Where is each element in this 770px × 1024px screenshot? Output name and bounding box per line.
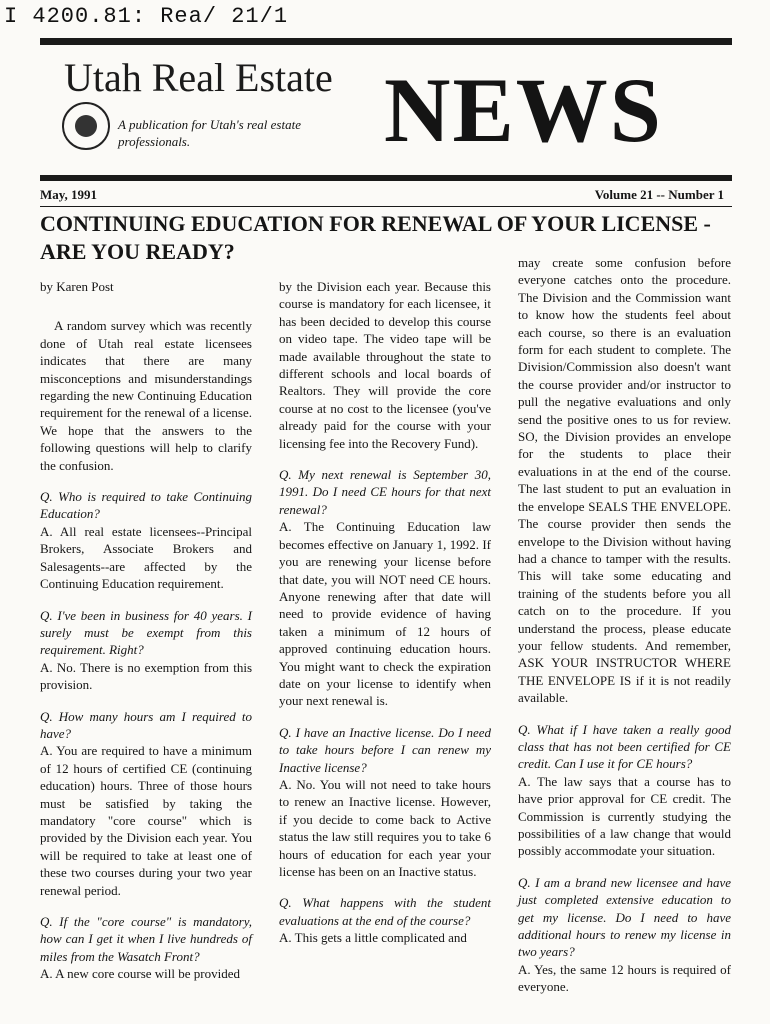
issue-date: May, 1991 — [40, 187, 98, 202]
question-4: Q. If the "core course" is mandatory, how can I get it when I live hundreds of miles from the Wasatch Front? — [40, 914, 252, 964]
question-7: Q. What happens with the student evaluations at the end of the course? — [279, 895, 491, 928]
answer-5: A. The Continuing Education law becomes effective on January 1, 1992. If you are renewing your license before that date, you will NOT need CE hours. Anyone renewing after that date will need to provide evidence of having taken a minimum of 12 hours of approved continuing education hours. You might want to check the expiration date on your license to identify when your next renewal is. — [279, 519, 491, 709]
answer-9: A. Yes, the same 12 hours is required of everyone. — [518, 961, 731, 995]
question-8: Q. What if I have taken a really good class that has not been certified for CE credit. Can I use it for CE hours? — [518, 721, 731, 772]
answer-2: A. No. There is no exemption from this provision. — [40, 659, 252, 693]
answer-6: A. No. You will not need to take hours to renew an Inactive license. However, if you decide to come back to Active status the law still requires you to take 6 hours of education for each year your license has been on an Inactive status. — [279, 776, 491, 879]
issue-volume: Volume 21 -- Number 1 — [594, 187, 724, 202]
column-2-continuation: by the Division each year. Because this course is mandatory for each licensee, it has been decided to develop this course on video tape. The video tape will be made available throughout the state to different schools and local boards of Realtors. They will provide the core course at no cost to the licensee (you've already paid for the course with your licensing fee into the Recovery Fund). — [279, 279, 491, 451]
masthead-rule — [40, 175, 732, 181]
masthead-title: Utah Real Estate — [64, 55, 333, 100]
question-5: Q. My next renewal is September 30, 1991. Do I need CE hours for that next renewal? — [279, 467, 491, 517]
answer-1: A. All real estate licensees--Principal Brokers, Associate Brokers and Salesagents--are affected by the Continuing Education requirement. — [40, 523, 252, 592]
article-column-2 — [279, 278, 491, 959]
article-column-3 — [518, 254, 731, 1008]
answer-7: A. This gets a little complicated and — [279, 930, 467, 946]
column-3-continuation: may create some confusion before everyone catches onto the procedure. The Division and the Commission want to know how the students feel about each course, so there is an evaluation form for each student to complete. The Division/Commission also doesn't want the course provider and/or instructor to pull the negative evaluations and only send the positive ones to us for review. SO, the Division provides an envelope for the students to place their evaluations in at the end of the course. The last student to put an evaluation in the envelope SEALS THE ENVELOPE. The course provider then sends the envelope to the Division without having had a chance to tamper with the results. This will take some educating and training of the students before you all catch on to the procedure. If you understand the process, please educate your fellow students. And remember, ASK YOUR INSTRUCTOR WHERE THE ENVELOPE IS if it is not readily available. — [518, 255, 731, 706]
question-2: Q. I've been in business for 40 years. I surely must be exempt from this requirement. Right? — [40, 607, 252, 658]
answer-3: A. You are required to have a minimum of 12 hours of certified CE (continuing education) hours. Three of those hours must be satisfied by taking the mandatory "core course" which is provided by the Division each year. You will be required to take at least one of these two courses during your two year renewal period. — [40, 743, 252, 898]
date-rule — [40, 206, 732, 207]
question-3: Q. How many hours am I required to have? — [40, 708, 252, 741]
question-6: Q. I have an Inactive license. Do I need to take hours before I can renew my Inactive license? — [279, 724, 491, 775]
state-seal-icon — [62, 102, 110, 150]
answer-4: A. A new core course will be provided — [40, 966, 241, 982]
masthead-news: NEWS — [384, 59, 663, 161]
document-stamp: I 4200.81: Rea/ 21/1 — [4, 4, 289, 29]
question-1: Q. Who is required to take Continuing Education? — [40, 489, 252, 522]
intro-paragraph: A random survey which was recently done of Utah real estate licensees indicates that there are many misconceptions and misunderstandings regarding the new Continuing Education requirement for the renewal of a license. We hope that the answers to the following questions will help to clarify the confusion. — [40, 318, 252, 473]
top-rule — [40, 38, 732, 45]
question-9: Q. I am a brand new licensee and have just completed extensive education to get my license. Do I need to have additional hours to renew my license in two years? — [518, 874, 731, 960]
masthead-tagline: A publication for Utah's real estate professionals. — [118, 117, 301, 149]
answer-8: A. The law says that a course has to have prior approval for CE credit. The Commission is currently studying the possibilities of a law change that would possibly accommodate your situation. — [518, 773, 731, 859]
article-headline: CONTINUING EDUCATION FOR RENEWAL OF YOUR LICENSE - ARE YOU READY? — [40, 211, 711, 264]
article-column-1 — [40, 278, 252, 995]
byline: by Karen Post — [40, 279, 114, 294]
